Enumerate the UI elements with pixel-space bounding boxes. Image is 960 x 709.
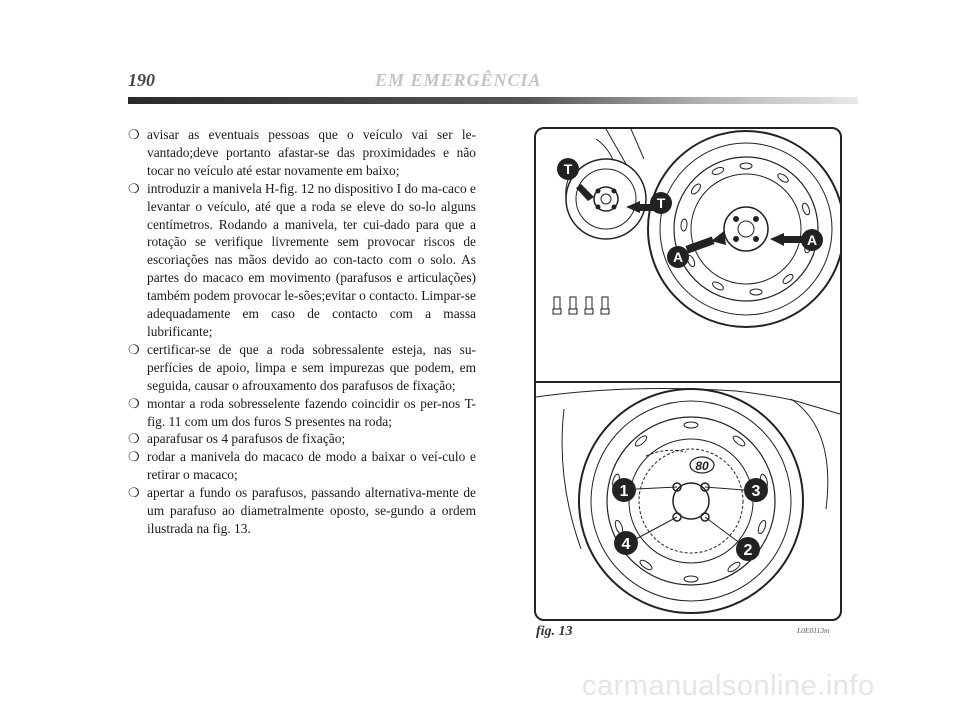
figure-frame bbox=[534, 127, 842, 621]
section-title: EM EMERGÊNCIA bbox=[375, 70, 542, 90]
instruction-list bbox=[128, 126, 476, 538]
list-item bbox=[128, 126, 476, 180]
list-item bbox=[128, 484, 476, 538]
bullet-icon: ❍ bbox=[128, 449, 140, 465]
list-item bbox=[128, 180, 476, 341]
sequence-label-4: 4 bbox=[621, 536, 631, 553]
list-item-text: certificar-se de que a roda sobressalente esteja, nas su-perfícies de apoio, limpa e sem impurezas que podem, em seguida, causar o afrouxamento dos parafusos de fixação; bbox=[147, 341, 476, 393]
bullet-icon: ❍ bbox=[128, 127, 140, 142]
torque-value: 80 bbox=[695, 459, 709, 473]
header-rule bbox=[128, 97, 858, 104]
bullet-icon: ❍ bbox=[128, 180, 140, 196]
label-t1: T bbox=[563, 161, 573, 177]
label-a2: A bbox=[806, 232, 818, 248]
sequence-label-1: 1 bbox=[619, 483, 629, 500]
watermark: carmanualsonline.info bbox=[582, 670, 875, 702]
list-item bbox=[128, 341, 476, 395]
figure-code: L0E0113m bbox=[797, 626, 830, 635]
list-item-text: avisar as eventuais pessoas que o veículo vai ser le-vantado;deve portanto afastar-se das proximidades e não tocar no veículo até estar novamente em baixo; bbox=[147, 127, 476, 178]
top-panel bbox=[553, 129, 840, 327]
list-item-text: rodar a manivela do macaco de modo a baixar o veí-culo e retirar o macaco; bbox=[147, 449, 476, 483]
list-item-text: apertar a fundo os parafusos, passando alternativa-mente de um parafuso ao diametralmente oposto, se-gundo a ordem ilustrada na fig. 13. bbox=[147, 485, 476, 536]
list-item bbox=[128, 448, 476, 484]
bottom-panel bbox=[536, 389, 840, 613]
bullet-icon: ❍ bbox=[128, 485, 140, 501]
list-item-text: aparafusar os 4 parafusos de fixação; bbox=[147, 431, 346, 447]
list-item-text: montar a roda sobresselente fazendo coincidir os per-nos T-fig. 11 com um dos furos S presentes na roda; bbox=[147, 395, 476, 429]
sequence-label-3: 3 bbox=[751, 483, 761, 500]
bullet-icon: ❍ bbox=[128, 431, 140, 447]
label-t2: T bbox=[656, 195, 666, 211]
page-number: 190 bbox=[128, 70, 155, 90]
list-item bbox=[128, 395, 476, 431]
figure-caption: fig. 13 bbox=[536, 624, 573, 639]
sequence-label-2: 2 bbox=[743, 542, 753, 559]
torque-badge bbox=[690, 457, 714, 473]
list-item bbox=[128, 430, 476, 448]
list-item-text: introduzir a manivela H-fig. 12 no dispositivo I do ma-caco e levantar o veículo, até que a roda se eleve do so-lo alguns centímetros. Rodando a manivela, ter cui-dado para que a rotação se verifique livremente sem provocar riscos de escoriações nas mãos devido ao con-tacto com o solo. As partes do macaco em movimento (parafusos e articulações) também podem provocar le-sões;evitar o contacto. Limpar-se adequadamente em caso de contacto com a massa lubrificante; bbox=[147, 180, 476, 339]
bullet-icon: ❍ bbox=[128, 341, 140, 357]
wheel-illustration bbox=[536, 129, 840, 619]
bullet-icon: ❍ bbox=[128, 395, 140, 411]
label-a1: A bbox=[672, 249, 684, 265]
